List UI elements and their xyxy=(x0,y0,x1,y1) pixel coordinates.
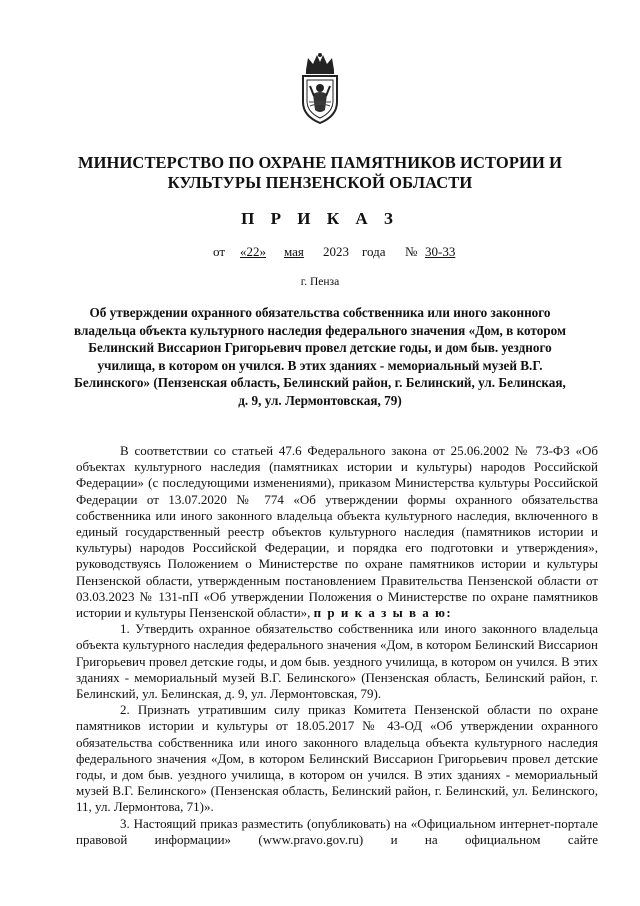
document-city: г. Пенза xyxy=(300,276,340,288)
date-day: «22» xyxy=(240,244,266,259)
item-2-paragraph: 2. Признать утратившим силу приказ Комитета Пензенской области по охране памятников истории и культуры от 18.05.2017 № 43-ОД «Об утверждении охранного обязательства собственника или иного законного владельца объекта культурного наследия федерального значения «Дом, в котором Белинский Виссарион Григорьевич провел детские годы, и дом быв. уездного училища, в котором он учился. В этих зданиях - мемориальный музей В.Г. Белинского» (Пензенская область, Белинский район, г. Белинский, ул. Белинского, 11, ул. Лермонтова, 71)». xyxy=(76,702,598,815)
item-3-paragraph: 3. Настоящий приказ разместить (опубликовать) на «Официальном интернет-портале правовой информации» (www.pravo.gov.ru) и на официальном сайте xyxy=(76,815,598,847)
number-sign: № xyxy=(405,244,418,259)
ministry-name: МИНИСТЕРСТВО ПО ОХРАНЕ ПАМЯТНИКОВ ИСТОРИИ И КУЛЬТУРЫ ПЕНЗЕНСКОЙ ОБЛАСТИ xyxy=(77,153,563,192)
coat-of-arms-icon xyxy=(298,52,342,126)
document-body xyxy=(76,443,598,848)
order-word: п р и к а з ы в а ю: xyxy=(313,605,453,621)
date-prefix: от xyxy=(213,244,226,259)
preamble-paragraph xyxy=(76,443,598,621)
date-year-word: года xyxy=(362,244,386,259)
document-type: П Р И К А З xyxy=(241,209,399,228)
date-month: мая xyxy=(284,244,304,259)
preamble-text: В соответствии со статьей 47.6 Федерального закона от 25.06.2002 № 73-ФЗ «Об объектах культурного наследия (памятниках истории и культуры) народов Российской Федерации» (с последующими изменениями), приказом Министерства культуры Российской Федерации от 13.07.2020 № 774 «Об утверждении формы охранного обязательства собственника или иного законного владельца объекта культурного наследия, включенного в единый государственный реестр объектов культурного наследия (памятников истории и культуры) народов Российской Федерации, и порядка его подготовки и утверждения», руководствуясь Положением о Министерстве по охране памятников истории и культуры Пензенской области, утвержденным постановлением Правительства Пензенской области от 03.03.2023 № 131-пП «Об утверждении Положения о Министерстве по охране памятников истории и культуры Пензенской области», xyxy=(76,443,598,621)
item-1-paragraph: 1. Утвердить охранное обязательство собственника или иного законного владельца объекта культурного наследия федерального значения «Дом, в котором Белинский Виссарион Григорьевич провел детские годы, и дом быв. уездного училища, в котором он учился. В этих зданиях - мемориальный музей В.Г. Белинского» (Пензенская область, Белинский район, г. Белинский, ул. Белинская, д. 9, ул. Лермонтовская, 79). xyxy=(76,621,598,702)
date-year: 2023 xyxy=(323,244,349,259)
document-number: 30-33 xyxy=(425,244,456,259)
document-title: Об утверждении охранного обязательства собственника или иного законного владельца объекта культурного наследия федерального значения «Дом, в котором Белинский Виссарион Григорьевич провел детские годы, и дом быв. уездного училища, в котором он учился. В этих зданиях - мемориальный музей В.Г. Белинского» (Пензенская область, Белинский район, г. Белинский, ул. Белинская, д. 9, ул. Лермонтовская, 79) xyxy=(74,305,566,408)
